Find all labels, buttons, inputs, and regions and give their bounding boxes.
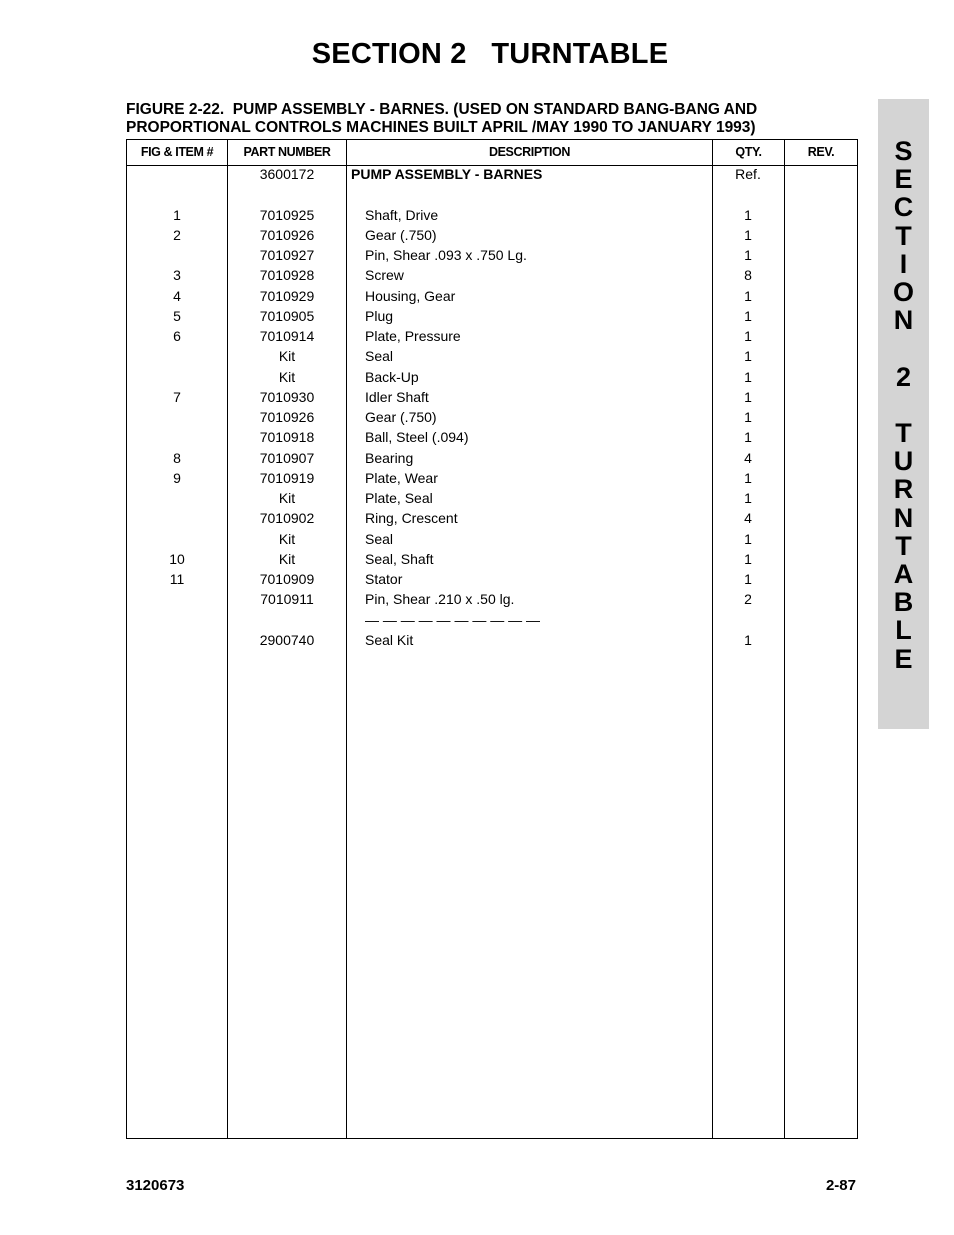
- qty-cell: 8: [744, 267, 752, 284]
- description-cell: Plate, Seal: [365, 490, 433, 506]
- table-body: [127, 166, 857, 652]
- description-cell: Shaft, Drive: [365, 206, 439, 223]
- fig-item-cell: 2: [173, 226, 181, 243]
- document-number: 3120673: [126, 1177, 185, 1194]
- part-number-cell: 7010907: [259, 449, 315, 466]
- description-cell: Housing, Gear: [365, 287, 456, 304]
- description-cell: Plate, Pressure: [365, 328, 461, 344]
- description-cell: Ball, Steel (.094): [365, 429, 469, 446]
- description-cell: Seal: [365, 530, 394, 547]
- part-number-cell: 7010918: [259, 429, 315, 446]
- table-row: [127, 308, 857, 328]
- part-number-cell: 7010926: [259, 226, 315, 243]
- part-number-cell: Kit: [278, 530, 296, 547]
- sidebar-letter: O: [892, 277, 914, 307]
- description-cell: Seal Kit: [365, 631, 414, 648]
- qty-cell: 4: [744, 449, 752, 466]
- table-row: [127, 409, 857, 429]
- qty-cell: 1: [744, 368, 752, 385]
- description-cell: Seal: [365, 348, 394, 365]
- description-cell: Plate, Wear: [365, 469, 438, 486]
- part-number-cell: 7010905: [259, 307, 315, 324]
- part-number-cell: 7010902: [259, 510, 315, 527]
- description-cell: Pin, Shear .210 x .50 lg.: [365, 591, 515, 608]
- fig-item-cell: 4: [173, 287, 181, 304]
- description-cell: Idler Shaft: [365, 388, 429, 405]
- fig-item-cell: 9: [173, 469, 181, 486]
- sidebar-letter: N: [893, 305, 914, 336]
- table-row: [127, 328, 857, 348]
- header-rev: REV.: [807, 145, 835, 159]
- sidebar-letter: C: [893, 192, 914, 223]
- section-sidebar-tab: [878, 99, 929, 729]
- description-cell: Plug: [365, 307, 394, 324]
- part-number-cell: 7010909: [259, 571, 315, 587]
- fig-item-cell: 5: [173, 307, 181, 324]
- header-part-number: PART NUMBER: [243, 145, 331, 159]
- qty-cell: 1: [744, 530, 752, 547]
- header-fig-item: FIG & ITEM #: [140, 145, 214, 159]
- qty-cell: 1: [744, 550, 752, 567]
- qty-cell: 1: [744, 348, 752, 365]
- table-row: [127, 267, 857, 287]
- qty-cell: 1: [744, 328, 752, 344]
- description-cell: Screw: [365, 267, 404, 284]
- qty-cell: Ref.: [735, 166, 761, 182]
- part-number-cell: 3600172: [259, 166, 315, 182]
- table-row: [127, 450, 857, 470]
- table-row: [127, 348, 857, 368]
- qty-cell: 1: [744, 631, 752, 648]
- description-cell: Gear (.750): [365, 409, 437, 425]
- qty-cell: 1: [744, 388, 752, 405]
- qty-cell: 1: [744, 409, 752, 425]
- page-number: 2-87: [825, 1177, 856, 1194]
- description-cell: Back-Up: [365, 368, 419, 385]
- table-row: [127, 186, 857, 206]
- table-row: [127, 288, 857, 308]
- table-row: [127, 490, 857, 510]
- part-number-cell: 7010929: [259, 287, 315, 304]
- part-number-cell: 7010930: [259, 388, 315, 405]
- description-cell: Gear (.750): [365, 226, 437, 243]
- header-qty: QTY.: [735, 145, 762, 159]
- table-row: [127, 551, 857, 571]
- parts-table: [126, 139, 858, 1139]
- sidebar-letter: E: [894, 164, 913, 195]
- sidebar-letter: S: [894, 136, 913, 166]
- fig-item-cell: 11: [169, 571, 185, 587]
- fig-item-cell: 8: [173, 449, 181, 466]
- part-number-cell: Kit: [278, 368, 296, 385]
- fig-item-cell: 1: [173, 206, 181, 223]
- sidebar-letter: B: [893, 587, 914, 618]
- qty-cell: 2: [744, 591, 752, 608]
- part-number-cell: Kit: [278, 490, 296, 506]
- figure-caption-line-1: FIGURE 2-22. PUMP ASSEMBLY - BARNES. (USED ON STANDARD BANG-BANG AND: [126, 101, 758, 118]
- part-number-cell: 7010914: [259, 328, 315, 344]
- figure-caption-line-2: PROPORTIONAL CONTROLS MACHINES BUILT APRIL /MAY 1990 TO JANUARY 1993): [126, 119, 756, 136]
- sidebar-letter: T: [895, 220, 912, 251]
- sidebar-letter: N: [893, 502, 914, 533]
- sidebar-letter: A: [893, 559, 914, 589]
- table-row: [127, 591, 857, 611]
- table-row: [127, 207, 857, 227]
- table-row: [127, 571, 857, 591]
- qty-cell: 1: [744, 571, 752, 587]
- fig-item-cell: 6: [173, 328, 181, 344]
- description-cell: Stator: [365, 571, 403, 587]
- part-number-cell: 7010919: [259, 469, 315, 486]
- sidebar-letter: T: [895, 418, 912, 448]
- table-row: [127, 247, 857, 267]
- table-row: [127, 227, 857, 247]
- table-row: [127, 510, 857, 530]
- table-row: [127, 612, 857, 632]
- figure-caption: [126, 101, 826, 137]
- sidebar-letter: R: [893, 474, 914, 505]
- qty-cell: 4: [744, 510, 752, 527]
- part-number-cell: 7010928: [259, 267, 315, 284]
- part-number-cell: 2900740: [259, 631, 315, 648]
- qty-cell: 1: [744, 206, 752, 223]
- qty-cell: 1: [744, 247, 752, 263]
- sidebar-letter: L: [895, 615, 912, 646]
- sidebar-letter: I: [899, 248, 908, 279]
- table-row: [127, 531, 857, 551]
- sidebar-letter: E: [894, 643, 913, 674]
- part-number-cell: 7010926: [259, 409, 315, 425]
- description-cell: — — — — — — — — — —: [365, 611, 541, 628]
- fig-item-cell: 7: [173, 388, 181, 405]
- header-description: DESCRIPTION: [488, 145, 571, 159]
- table-row: [127, 389, 857, 409]
- sidebar-letter: 2: [895, 361, 912, 392]
- part-number-cell: 7010911: [260, 591, 314, 608]
- section-title: SECTION 2 TURNTABLE: [311, 38, 669, 70]
- qty-cell: 1: [744, 307, 752, 324]
- part-number-cell: Kit: [278, 348, 296, 365]
- description-cell: Bearing: [365, 449, 414, 466]
- table-row: [127, 166, 857, 186]
- description-cell: Seal, Shaft: [365, 550, 434, 567]
- qty-cell: 1: [744, 490, 752, 506]
- description-cell: Pin, Shear .093 x .750 Lg.: [365, 247, 527, 263]
- description-cell: Ring, Crescent: [365, 510, 458, 527]
- sidebar-letter: T: [895, 530, 912, 561]
- part-number-cell: 7010925: [259, 206, 315, 223]
- part-number-cell: 7010927: [259, 247, 315, 263]
- sidebar-letter: U: [893, 446, 914, 477]
- qty-cell: 1: [744, 469, 752, 486]
- fig-item-cell: 10: [169, 550, 185, 567]
- description-cell: PUMP ASSEMBLY - BARNES: [351, 166, 543, 182]
- fig-item-cell: 3: [173, 267, 181, 284]
- part-number-cell: Kit: [278, 550, 296, 567]
- table-row: [127, 429, 857, 449]
- table-row: [127, 470, 857, 490]
- qty-cell: 1: [744, 287, 752, 304]
- table-row: [127, 369, 857, 389]
- qty-cell: 1: [744, 226, 752, 243]
- table-row: [127, 632, 857, 652]
- qty-cell: 1: [744, 429, 752, 446]
